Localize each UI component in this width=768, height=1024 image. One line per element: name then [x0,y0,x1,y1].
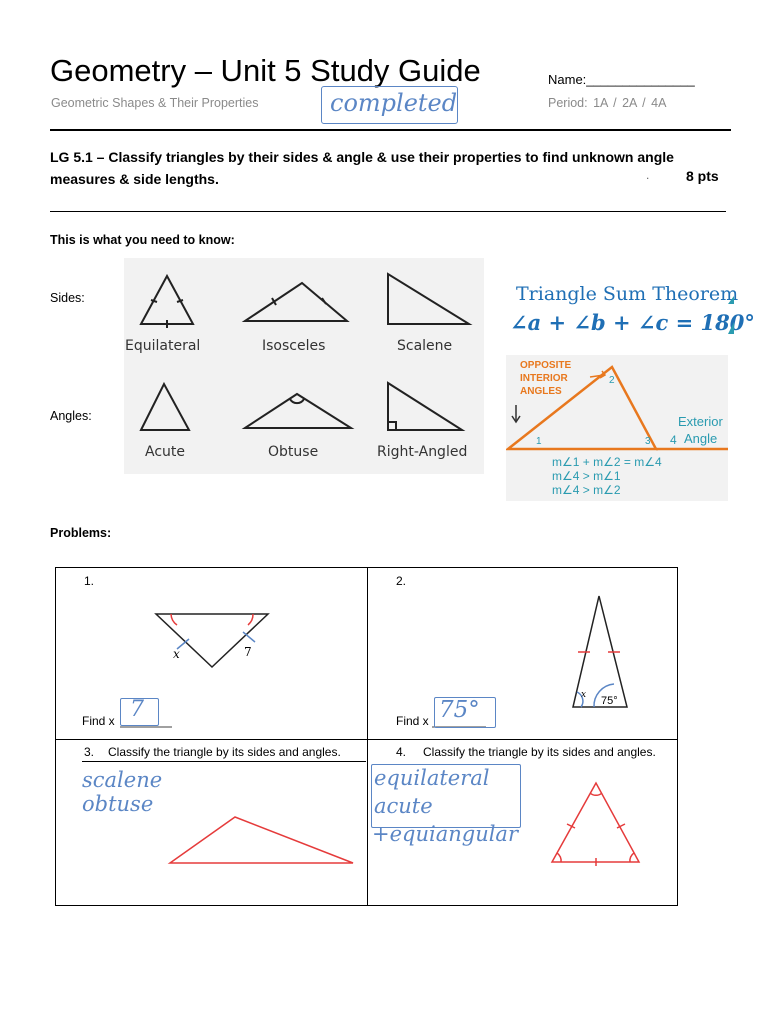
theorem-formula: ∠a + ∠b + ∠c = 180° [510,310,755,335]
know-heading: This is what you need to know: [50,233,235,247]
opposite-label: OPPOSITE INTERIOR ANGLES [520,360,572,397]
label-right-angled: Right-Angled [377,444,468,460]
label-equilateral: Equilateral [125,338,201,354]
problem-4-answer-line-3: +equiangular [372,822,518,846]
objective-dot: . [646,168,650,182]
acute-triangle [141,384,189,430]
problem-4-answer-line-1: equilateral [374,766,490,790]
angle-4-label: 4 [670,433,677,447]
problem-3-cell [55,739,368,906]
objective-points: 8 pts [686,168,719,184]
problem-3-answer-line-2: obtuse [82,792,154,816]
exterior-angle-label: Exterior Angle [678,414,723,446]
problem-1-find: Find x [82,714,115,728]
equilateral-triangle [141,276,193,324]
problem-2-angle-label: 75° [601,695,618,707]
exterior-angle-panel [506,355,728,501]
problem-4-cell [367,739,678,906]
label-obtuse: Obtuse [268,444,319,460]
triangle-types-panel [124,258,484,474]
divider-line [50,211,726,212]
problem-3-answer-line-1: scalene [82,768,163,792]
problem-1-side-label: 7 [244,645,252,659]
problem-2-number: 2. [396,574,407,588]
sides-row-label: Sides: [50,291,85,305]
completed-stamp [321,86,458,124]
angles-row-label: Angles: [50,409,92,423]
learning-goal: LG 5.1 – Classify triangles by their sides & angle & use their properties to find unknown angle measures & side lengths. [50,149,674,187]
problem-4-number: 4. [396,745,407,759]
isosceles-triangle [245,283,347,321]
obtuse-triangle [245,394,351,428]
label-isosceles: Isosceles [262,338,326,354]
completed-stamp-text: completed [330,89,458,117]
problem-2-cell [367,567,678,740]
period-options: Period: 1A / 2A / 4A [548,96,667,110]
problem-3-number: 3. [84,745,95,759]
problem-1-cell [55,567,368,740]
problem-4-diagram [368,740,679,907]
problem-4-prompt: Classify the triangle by its sides and angles. [423,745,656,759]
problem-4-answer-line-2: acute [374,794,433,818]
theorem-title: Triangle Sum Theorem [516,283,739,305]
page-title: Geometry – Unit 5 Study Guide [50,53,481,88]
problem-3-diagram [56,740,369,907]
problem-2-x-label: x [581,690,587,700]
problem-3-prompt: Classify the triangle by its sides and angles. [108,745,341,759]
triangle-types-diagram [124,258,484,474]
label-scalene: Scalene [397,338,453,354]
label-acute: Acute [145,444,186,460]
header-divider [50,129,731,131]
theorem-corner-mark [728,296,734,304]
problem-1-answer: 7 [130,697,144,722]
angle-relations: m∠1 + m∠2 = m∠4 m∠4 > m∠1 m∠4 > m∠2 [552,455,662,497]
scalene-triangle [388,274,469,324]
right-angled-triangle [388,383,462,430]
problems-heading: Problems: [50,526,112,540]
problem-1-answer-box[interactable] [120,698,159,726]
problem-2-find: Find x [396,714,429,728]
angle-2-label: 2 [609,375,615,386]
problem-2-answer: 75° [439,697,480,723]
name-field[interactable]: Name:_______________ [548,72,695,87]
page-subtitle: Geometric Shapes & Their Properties [51,96,259,110]
problem-1-x-label: x [173,647,180,661]
theorem-corner-mark-2 [728,322,734,334]
problem-2-answer-box[interactable] [434,697,496,728]
problem-1-number: 1. [84,574,95,588]
angle-3-label: 3 [645,436,651,447]
angle-1-label: 1 [536,436,542,447]
